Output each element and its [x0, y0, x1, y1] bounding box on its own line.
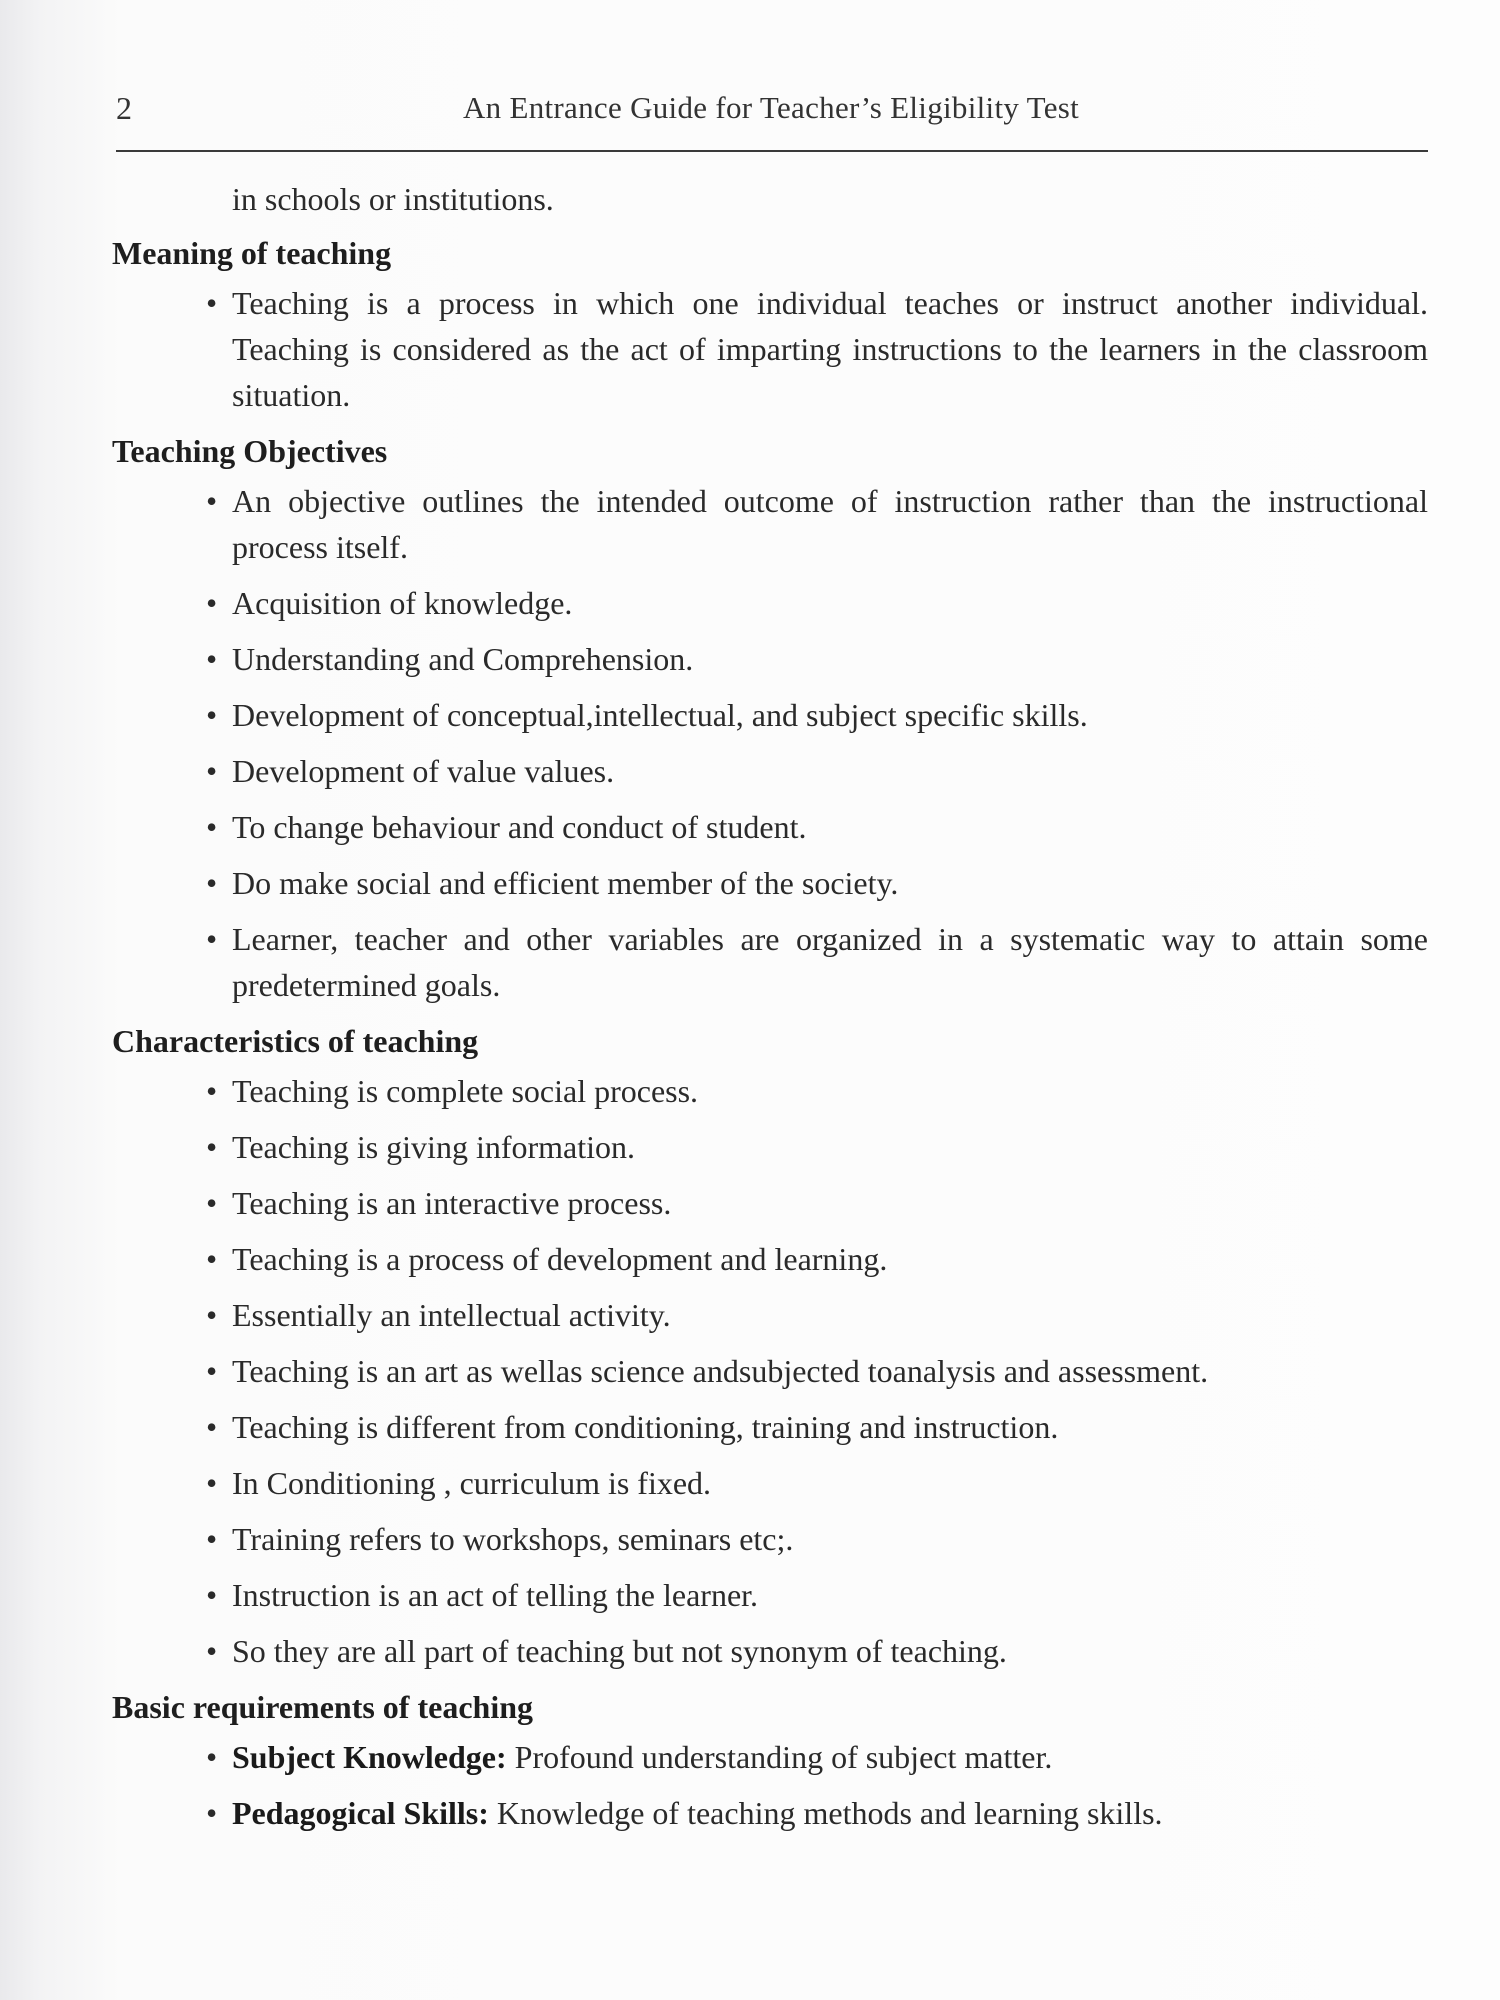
bullet-icon: •	[206, 1577, 218, 1613]
heading-characteristics-of-teaching: Characteristics of teaching	[112, 1023, 479, 1059]
list-item: • Do make social and efficient member of the society.	[108, 860, 1428, 906]
list-item: • Teaching is giving information.	[108, 1124, 1428, 1170]
list-item: • Teaching is an interactive process.	[108, 1180, 1428, 1226]
bullet-icon: •	[206, 1241, 218, 1277]
bullet-icon: •	[206, 697, 218, 733]
bullet-icon: •	[206, 1521, 218, 1557]
list-item: • Training refers to workshops, seminars etc;.	[108, 1516, 1428, 1562]
meaning-list	[108, 280, 1428, 418]
heading-basic-requirements: Basic requirements of teaching	[112, 1689, 533, 1725]
running-title: An Entrance Guide for Teacher’s Eligibility Test	[462, 90, 1080, 125]
bullet-icon: •	[206, 809, 218, 845]
continuation-text: in schools or institutions.	[232, 181, 554, 217]
list-item: • Teaching is a process of development and learning.	[108, 1236, 1428, 1282]
heading-teaching-objectives: Teaching Objectives	[112, 433, 388, 469]
list-item: • So they are all part of teaching but not synonym of teaching.	[108, 1628, 1428, 1674]
list-item: • Teaching is an art as wellas science andsubjected toanalysis and assessment.	[108, 1348, 1428, 1394]
bullet-icon: •	[206, 1129, 218, 1165]
characteristics-list	[108, 1068, 1428, 1674]
list-item: • Acquisition of knowledge.	[108, 580, 1428, 626]
list-item: • Teaching is different from conditioning, training and instruction.	[108, 1404, 1428, 1450]
list-item: • Development of value values.	[108, 748, 1428, 794]
list-item: • Understanding and Comprehension.	[108, 636, 1428, 682]
bullet-icon: •	[206, 585, 218, 621]
bullet-icon: •	[206, 641, 218, 677]
list-item: • An objective outlines the intended outcome of instruction rather than the instructional process itself.	[108, 478, 1428, 570]
list-item: • Teaching is a process in which one individual teaches or instruct another individual. Teaching is considered as the act of imparting instructions to the learners in the classroom situation.	[108, 280, 1428, 418]
bullet-icon: •	[206, 1297, 218, 1333]
list-item: • Learner, teacher and other variables are organized in a systematic way to attain some predetermined goals.	[108, 916, 1428, 1008]
list-item: • Pedagogical Skills: Knowledge of teaching methods and learning skills.	[108, 1790, 1428, 1836]
list-item: • Teaching is complete social process.	[108, 1068, 1428, 1114]
list-item: • Instruction is an act of telling the learner.	[108, 1572, 1428, 1618]
list-item: • Essentially an intellectual activity.	[108, 1292, 1428, 1338]
bullet-icon: •	[206, 285, 218, 321]
page-body	[108, 170, 1428, 1846]
list-item: • Development of conceptual,intellectual, and subject specific skills.	[108, 692, 1428, 738]
bullet-icon: •	[206, 1795, 218, 1831]
bullet-icon: •	[206, 483, 218, 519]
bullet-icon: •	[206, 1073, 218, 1109]
heading-meaning-of-teaching: Meaning of teaching	[112, 235, 392, 271]
bullet-icon: •	[206, 1633, 218, 1669]
list-item: • To change behaviour and conduct of student.	[108, 804, 1428, 850]
bullet-icon: •	[206, 865, 218, 901]
bullet-icon: •	[206, 921, 218, 957]
list-item: • In Conditioning , curriculum is fixed.	[108, 1460, 1428, 1506]
bullet-icon: •	[206, 1739, 218, 1775]
bullet-icon: •	[206, 1185, 218, 1221]
bullet-icon: •	[206, 1353, 218, 1389]
requirements-list	[108, 1734, 1428, 1836]
page-number: 2	[116, 90, 132, 126]
bullet-icon: •	[206, 1465, 218, 1501]
bullet-icon: •	[206, 1409, 218, 1445]
running-header	[116, 90, 1426, 134]
term-pedagogical-skills: Pedagogical Skills:	[232, 1795, 489, 1831]
list-item: • Subject Knowledge: Profound understanding of subject matter.	[108, 1734, 1428, 1780]
term-subject-knowledge: Subject Knowledge:	[232, 1739, 507, 1775]
header-rule	[116, 150, 1428, 152]
bullet-icon: •	[206, 753, 218, 789]
objectives-list	[108, 478, 1428, 1008]
